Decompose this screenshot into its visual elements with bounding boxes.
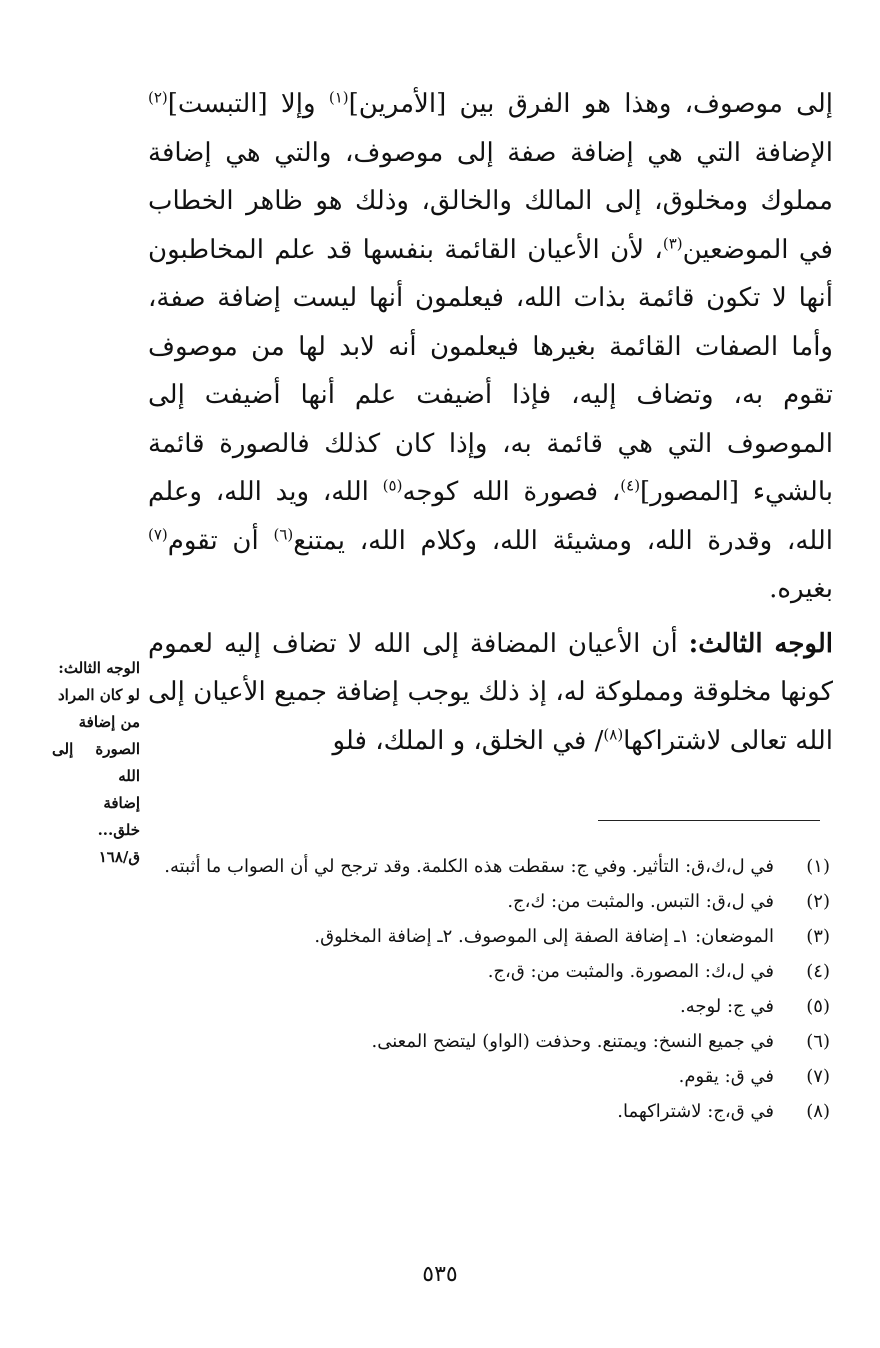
footnote-marker-7[interactable]: (٧) <box>148 524 168 543</box>
text-run: أن الأعيان المضافة إلى الله لا تضاف إليه لعموم كونها مخلوقة ومملوكة له، إذ ذلك يوجب إضافة جميع الأعيان إلى الله تعالى لاشتراكها <box>148 628 833 756</box>
footnote-1 <box>150 852 830 882</box>
margin-note <box>52 655 140 871</box>
section-heading: الوجه الثالث: <box>688 628 834 659</box>
footnote-marker-1[interactable]: (١) <box>328 88 349 107</box>
paragraph-1 <box>148 80 833 614</box>
footnote-5 <box>150 992 830 1022</box>
footnote-7 <box>150 1062 830 1092</box>
margin-note-line: إضافة <box>103 794 140 812</box>
text-run: أن تقوم <box>167 525 274 556</box>
footnote-number: (٥) <box>806 996 830 1017</box>
footnote-marker-3[interactable]: (٣) <box>662 233 683 252</box>
footnote-text: في ل،ك،ق: التأثير. وفي ج: سقطت هذه الكلمة. وقد ترجح لي أن الصواب ما أثبته. <box>164 856 774 877</box>
footnote-text: في ل،ك: المصورة. والمثبت من: ق،ج. <box>487 961 774 982</box>
main-text <box>148 80 833 765</box>
footnote-8 <box>150 1097 830 1127</box>
margin-note-line: خلق... <box>97 821 140 839</box>
page-number: ٥٣٥ <box>422 1262 458 1287</box>
text-run: الله، ويد الله، وعلم الله، وقدرة الله، ومشيئة الله، وكلام الله، يمتنع <box>148 477 834 556</box>
footnotes-list <box>150 852 830 1132</box>
text-run: بغيره. <box>769 574 833 604</box>
footnote-text: في ق،ج: لاشتراكهما. <box>617 1101 774 1122</box>
text-run: إلى موصوف، وهذا هو الفرق بين [الأمرين] <box>348 89 833 119</box>
footnote-text: في جميع النسخ: ويمتنع. وحذفت (الواو) ليتضح المعنى. <box>371 1031 774 1052</box>
margin-note-line: لو كان المراد <box>57 686 140 704</box>
footnote-separator <box>598 820 820 821</box>
margin-note-line: الوجه الثالث: <box>58 659 140 677</box>
footnote-3 <box>150 922 830 952</box>
paragraph-2 <box>148 620 833 766</box>
footnote-number: (٦) <box>806 1031 830 1052</box>
text-run: / في الخلق، و الملك، فلو <box>332 725 604 756</box>
footnote-marker-4[interactable]: (٤) <box>620 476 641 495</box>
footnote-number: (٨) <box>806 1101 830 1122</box>
margin-note-manuscript-ref: ق/١٦٨ <box>98 848 140 866</box>
text-run: وإلا [التبست] <box>167 89 329 119</box>
footnote-number: (٤) <box>806 961 830 982</box>
footnote-marker-6[interactable]: (٦) <box>273 524 294 543</box>
text-run: ، فصورة الله كوجه <box>402 477 621 507</box>
footnote-4 <box>150 957 830 987</box>
footnote-2 <box>150 887 830 917</box>
footnote-marker-5[interactable]: (٥) <box>382 476 403 495</box>
text-run: الإضافة التي هي إضافة صفة إلى موصوف، والتي هي إضافة مملوك ومخلوق، إلى المالك والخالق، وذلك هو ظاهر الخطاب في الموضعين <box>148 137 833 265</box>
footnote-marker-8[interactable]: (٨) <box>603 724 624 743</box>
footnote-number: (٢) <box>806 891 830 912</box>
footnote-number: (١) <box>806 856 830 877</box>
footnote-text: في ل،ق: التبس. والمثبت من: ك،ج. <box>507 891 774 912</box>
footnote-text: في ق: يقوم. <box>678 1066 774 1087</box>
margin-note-line: الصورة إلى الله <box>52 740 140 785</box>
footnote-number: (٧) <box>806 1066 830 1087</box>
footnote-text: الموضعان: ١ـ إضافة الصفة إلى الموصوف. ٢ـ إضافة المخلوق. <box>314 926 774 947</box>
footnote-number: (٣) <box>806 926 830 947</box>
footnote-marker-2[interactable]: (٢) <box>148 88 168 107</box>
footnote-text: في ج: لوجه. <box>679 996 774 1017</box>
margin-note-line: من إضافة <box>78 713 140 731</box>
text-run: ، لأن الأعيان القائمة بنفسها قد علم المخاطبون أنها لا تكون قائمة بذات الله، فيعلمون أنها ليست إضافة صفة، وأما الصفات القائمة بغيرها فيعلمون أنه لابد لها من موصوف تقوم به، وتضاف إليه، فإذا أضيفت علم أنها أضيفت إلى الموصوف التي هي قائمة به، وإذا كان كذلك فالصورة قائمة بالشيء [المصور] <box>148 234 833 507</box>
footnote-6 <box>150 1027 830 1057</box>
